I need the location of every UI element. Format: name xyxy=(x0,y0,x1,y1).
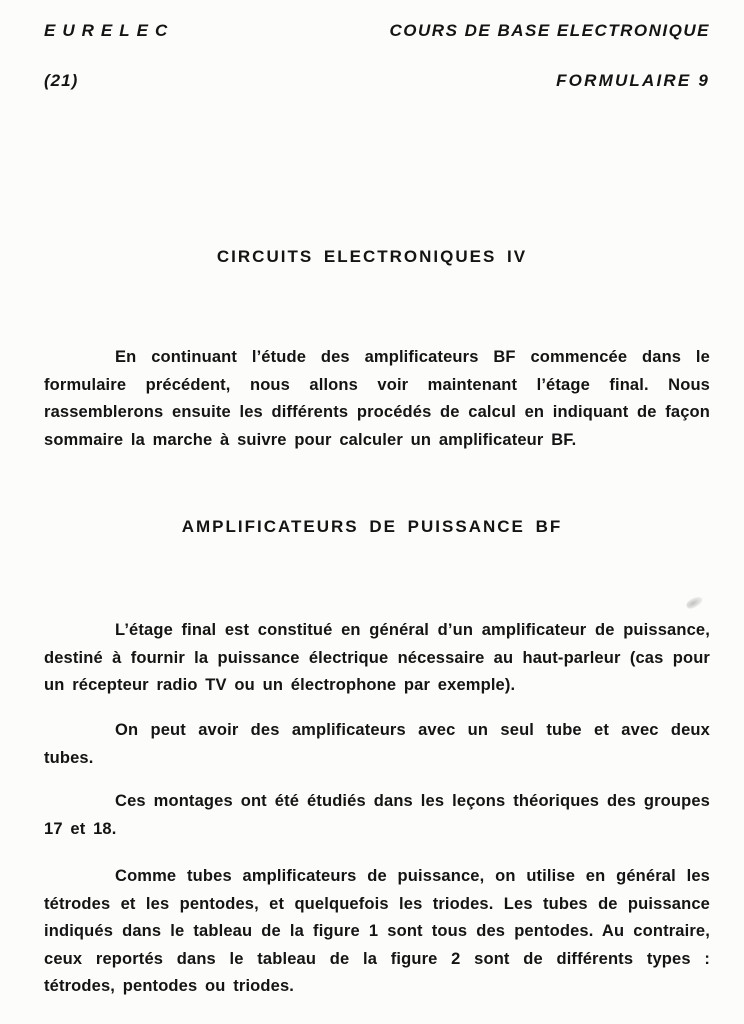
course-title: COURS DE BASE ELECTRONIQUE xyxy=(389,21,710,40)
page-header-row-2 xyxy=(44,71,710,91)
page-number: (21) xyxy=(44,71,79,90)
body-paragraph: On peut avoir des amplificateurs avec un seul tube et avec deux tubes. xyxy=(44,721,710,767)
publisher-name: EURELEC xyxy=(44,21,175,40)
body-paragraph: L’étage final est constitué en général d’un amplificateur de puissance, destiné à fournir la puissance électrique nécessaire au haut-parleur (cas pour un récepteur radio TV ou un électrophone par exemple). xyxy=(44,621,710,694)
formulaire-label: FORMULAIRE 9 xyxy=(556,71,710,90)
scan-smudge-artifact xyxy=(685,595,704,611)
body-paragraph: Ces montages ont été étudiés dans les leçons théoriques des groupes 17 et 18. xyxy=(44,792,710,838)
page-header-row-1 xyxy=(44,21,710,41)
chapter-title: CIRCUITS ELECTRONIQUES IV xyxy=(216,247,528,266)
body-paragraph: Comme tubes amplificateurs de puissance, on utilise en général les tétrodes et les pentodes, et quelquefois les triodes. Les tubes de puissance indiqués dans le tableau de la figure 1 sont tous des pentodes. Au contraire, ceux reportés dans le tableau de la figure 2 sont de différents types : tétrodes, pentodes ou triodes. xyxy=(44,867,710,995)
section-title: AMPLIFICATEURS DE PUISSANCE BF xyxy=(181,517,563,536)
intro-paragraph: En continuant l’étude des amplificateurs BF commencée dans le formulaire précédent, nous allons voir maintenant l’étage final. Nous rassemblerons ensuite les différents procédés de calcul en indiquant de façon sommaire la marche à suivre pour calculer un amplificateur BF. xyxy=(44,348,710,449)
